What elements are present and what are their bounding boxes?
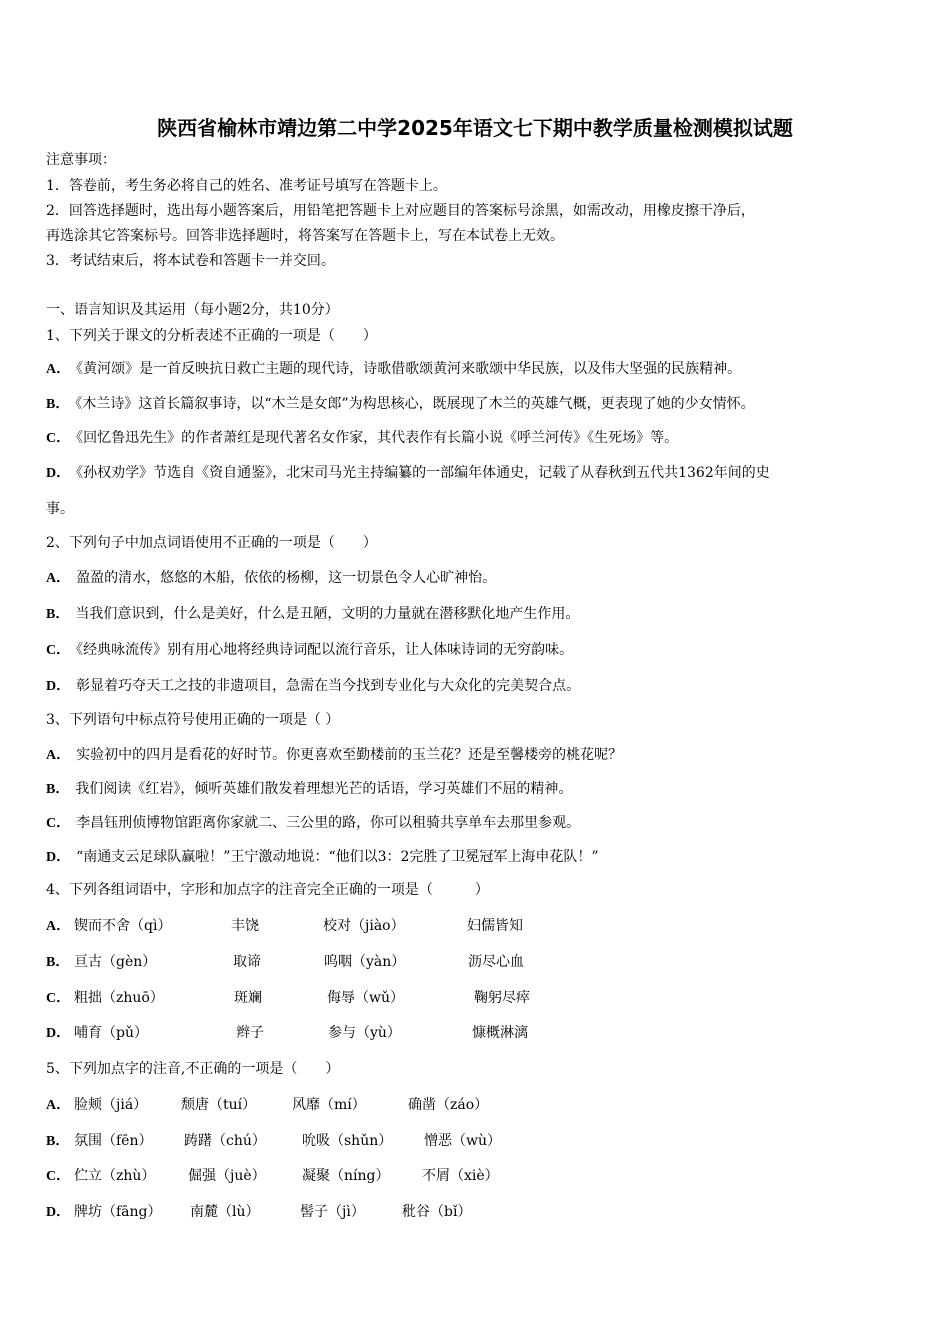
option-text: 实验初中的四月是看花的好时节。你更喜欢至勤楼前的玉兰花？还是至馨楼旁的桃花呢？	[76, 747, 623, 763]
question-5-option-c	[46, 1166, 646, 1186]
option-label: A．	[46, 748, 71, 763]
notice-item: 3．考试结束后，将本试卷和答题卡一并交回。	[46, 253, 335, 269]
option-text: 盈盈的清水，悠悠的木船，依依的杨柳，这一切景色令人心旷神怡。	[76, 570, 497, 586]
option-text: 我们阅读《红岩》，倾听英雄们散发着理想光芒的话语，学习英雄们不屈的精神。	[75, 781, 573, 797]
word-cell: 南麓（lù）	[190, 1204, 260, 1220]
option-label: C．	[46, 991, 71, 1006]
question-4-option-b	[46, 952, 646, 972]
word-cell: 倔强（juè）	[188, 1168, 266, 1184]
word-cell: 凝聚（níng）	[302, 1168, 390, 1184]
option-label: A．	[46, 1098, 71, 1113]
option-label: B．	[46, 397, 70, 412]
word-cell: 风靡（mí）	[292, 1097, 366, 1113]
option-label: C．	[46, 816, 71, 831]
word-cell: 踌躇（chú）	[184, 1133, 266, 1149]
question-2-option-b	[46, 604, 579, 625]
question-3-option-c	[46, 813, 580, 834]
section-heading: 一、语言知识及其运用（每小题2分，共10分）	[46, 302, 339, 318]
question-4-option-c	[46, 988, 646, 1008]
option-text: 《黄河颂》是一首反映抗日救亡主题的现代诗，诗歌借歌颂黄河来歌颂中华民族，以及伟大坚强的民族精神。	[76, 361, 742, 377]
word-cell: 颓唐（tuí）	[181, 1097, 257, 1113]
option-label: D．	[46, 1205, 71, 1220]
option-label: A．	[46, 919, 71, 934]
word-cell: 憎恶（wù）	[424, 1133, 501, 1149]
option-label: A．	[46, 362, 71, 377]
question-1-option-d-continued: 事。	[46, 501, 74, 517]
question-3-option-b	[46, 779, 572, 800]
word-cell: 亘古（gèn）	[74, 954, 157, 970]
question-2-option-c	[46, 640, 573, 661]
word-cell: 牌坊（fāng）	[74, 1204, 162, 1220]
option-text: “南通支云足球队赢啦！”王宁激动地说：“他们以3：2完胜了卫冕冠军上海申花队！”	[76, 849, 599, 865]
notice-item: 再选涂其它答案标号。回答非选择题时，将答案写在答题卡上，写在本试卷上无效。	[46, 228, 564, 244]
word-cell: 脸颊（jiá）	[74, 1097, 148, 1113]
option-text: 《回忆鲁迅先生》的作者萧红是现代著名女作家，其代表作有长篇小说《呼兰河传》《生死场》等。	[76, 430, 679, 446]
question-1-option-c	[46, 428, 678, 449]
word-cell: 不屑（xiè）	[422, 1168, 499, 1184]
option-label: D．	[46, 1026, 71, 1041]
question-2-option-d	[46, 676, 580, 697]
word-cell: 确凿（záo）	[408, 1097, 489, 1113]
word-cell: 慷概淋漓	[472, 1025, 528, 1041]
notice-item: 2．回答选择题时，选出每小题答案后，用铅笔把答题卡上对应题目的答案标号涂黑，如需改动，用橡皮擦干净后，	[46, 203, 755, 219]
word-cell: 辫子	[236, 1025, 264, 1041]
question-5-option-b	[46, 1131, 646, 1151]
word-cell: 秕谷（bǐ）	[402, 1204, 472, 1220]
question-1-option-d	[46, 463, 770, 484]
question-5-stem: 5、下列加点字的注音,不正确的一项是（ ）	[46, 1061, 340, 1077]
option-label: C．	[46, 1169, 71, 1184]
question-4-stem: 4、下列各组词语中，字形和加点字的注音完全正确的一项是（ ）	[46, 882, 489, 898]
question-4-option-a	[46, 916, 646, 936]
word-cell: 吮吸（shǔn）	[302, 1133, 393, 1149]
option-label: B．	[46, 782, 70, 797]
word-cell: 鞠躬尽瘁	[474, 990, 530, 1006]
word-cell: 沥尽心血	[468, 954, 524, 970]
option-label: D．	[46, 850, 71, 865]
question-4-option-d	[46, 1023, 646, 1043]
question-1-stem: 1、下列关于课文的分析表述不正确的一项是（ ）	[46, 328, 377, 344]
option-label: B．	[46, 955, 70, 970]
question-2-option-a	[46, 568, 496, 589]
option-label: B．	[46, 607, 70, 622]
question-1-option-b	[46, 394, 755, 415]
word-cell: 取谛	[233, 954, 261, 970]
option-text: 《孙权劝学》节选自《资自通鉴》，北宋司马光主持编纂的一部编年体通史，记载了从春秋到五代共1362年间的史	[76, 465, 770, 481]
option-label: C．	[46, 431, 71, 446]
option-label: D．	[46, 679, 71, 694]
word-cell: 斑斓	[234, 990, 262, 1006]
question-1-option-a	[46, 359, 741, 380]
question-3-option-d	[46, 847, 599, 868]
option-text: 当我们意识到，什么是美好，什么是丑陋，文明的力量就在潜移默化地产生作用。	[75, 606, 580, 622]
word-cell: 呜咽（yàn）	[324, 954, 406, 970]
word-cell: 髻子（jì）	[300, 1204, 365, 1220]
question-5-option-a	[46, 1095, 646, 1115]
question-2-stem: 2、下列句子中加点词语使用不正确的一项是（ ）	[46, 535, 377, 551]
option-label: C．	[46, 643, 71, 658]
question-5-option-d	[46, 1202, 646, 1222]
option-label: A．	[46, 571, 71, 586]
word-cell: 妇儒皆知	[467, 918, 523, 934]
page-title: 陕西省榆林市靖边第二中学2025年语文七下期中教学质量检测模拟试题	[157, 116, 793, 140]
word-cell: 锲而不舍（qì）	[74, 918, 172, 934]
word-cell: 哺育（pǔ）	[74, 1025, 148, 1041]
word-cell: 侮辱（wǔ）	[327, 990, 404, 1006]
question-3-option-a	[46, 745, 622, 766]
option-label: D．	[46, 466, 71, 481]
option-text: 彰显着巧夺天工之技的非遗项目，急需在当今找到专业化与大众化的完美契合点。	[76, 678, 581, 694]
word-cell: 伫立（zhù）	[74, 1168, 156, 1184]
notice-heading: 注意事项：	[46, 152, 116, 168]
notice-item: 1．答卷前，考生务必将自己的姓名、准考证号填写在答题卡上。	[46, 178, 447, 194]
option-text: 《经典咏流传》别有用心地将经典诗词配以流行音乐，让人体味诗词的无穷韵味。	[76, 642, 574, 658]
option-text: 《木兰诗》这首长篇叙事诗，以“木兰是女郎”为构思核心，既展现了木兰的英雄气概，更表现了她的少女情怀。	[75, 396, 755, 412]
option-text: 李昌钰刑侦博物馆距离你家就二、三公里的路，你可以租骑共享单车去那里参观。	[76, 815, 581, 831]
word-cell: 氛围（fēn）	[74, 1133, 153, 1149]
word-cell: 参与（yù）	[328, 1025, 401, 1041]
option-label: B．	[46, 1134, 70, 1149]
word-cell: 丰饶	[231, 918, 259, 934]
word-cell: 校对（jiào）	[323, 918, 405, 934]
question-3-stem: 3、下列语句中标点符号使用正确的一项是（ ）	[46, 712, 340, 728]
word-cell: 粗拙（zhuō）	[74, 990, 164, 1006]
